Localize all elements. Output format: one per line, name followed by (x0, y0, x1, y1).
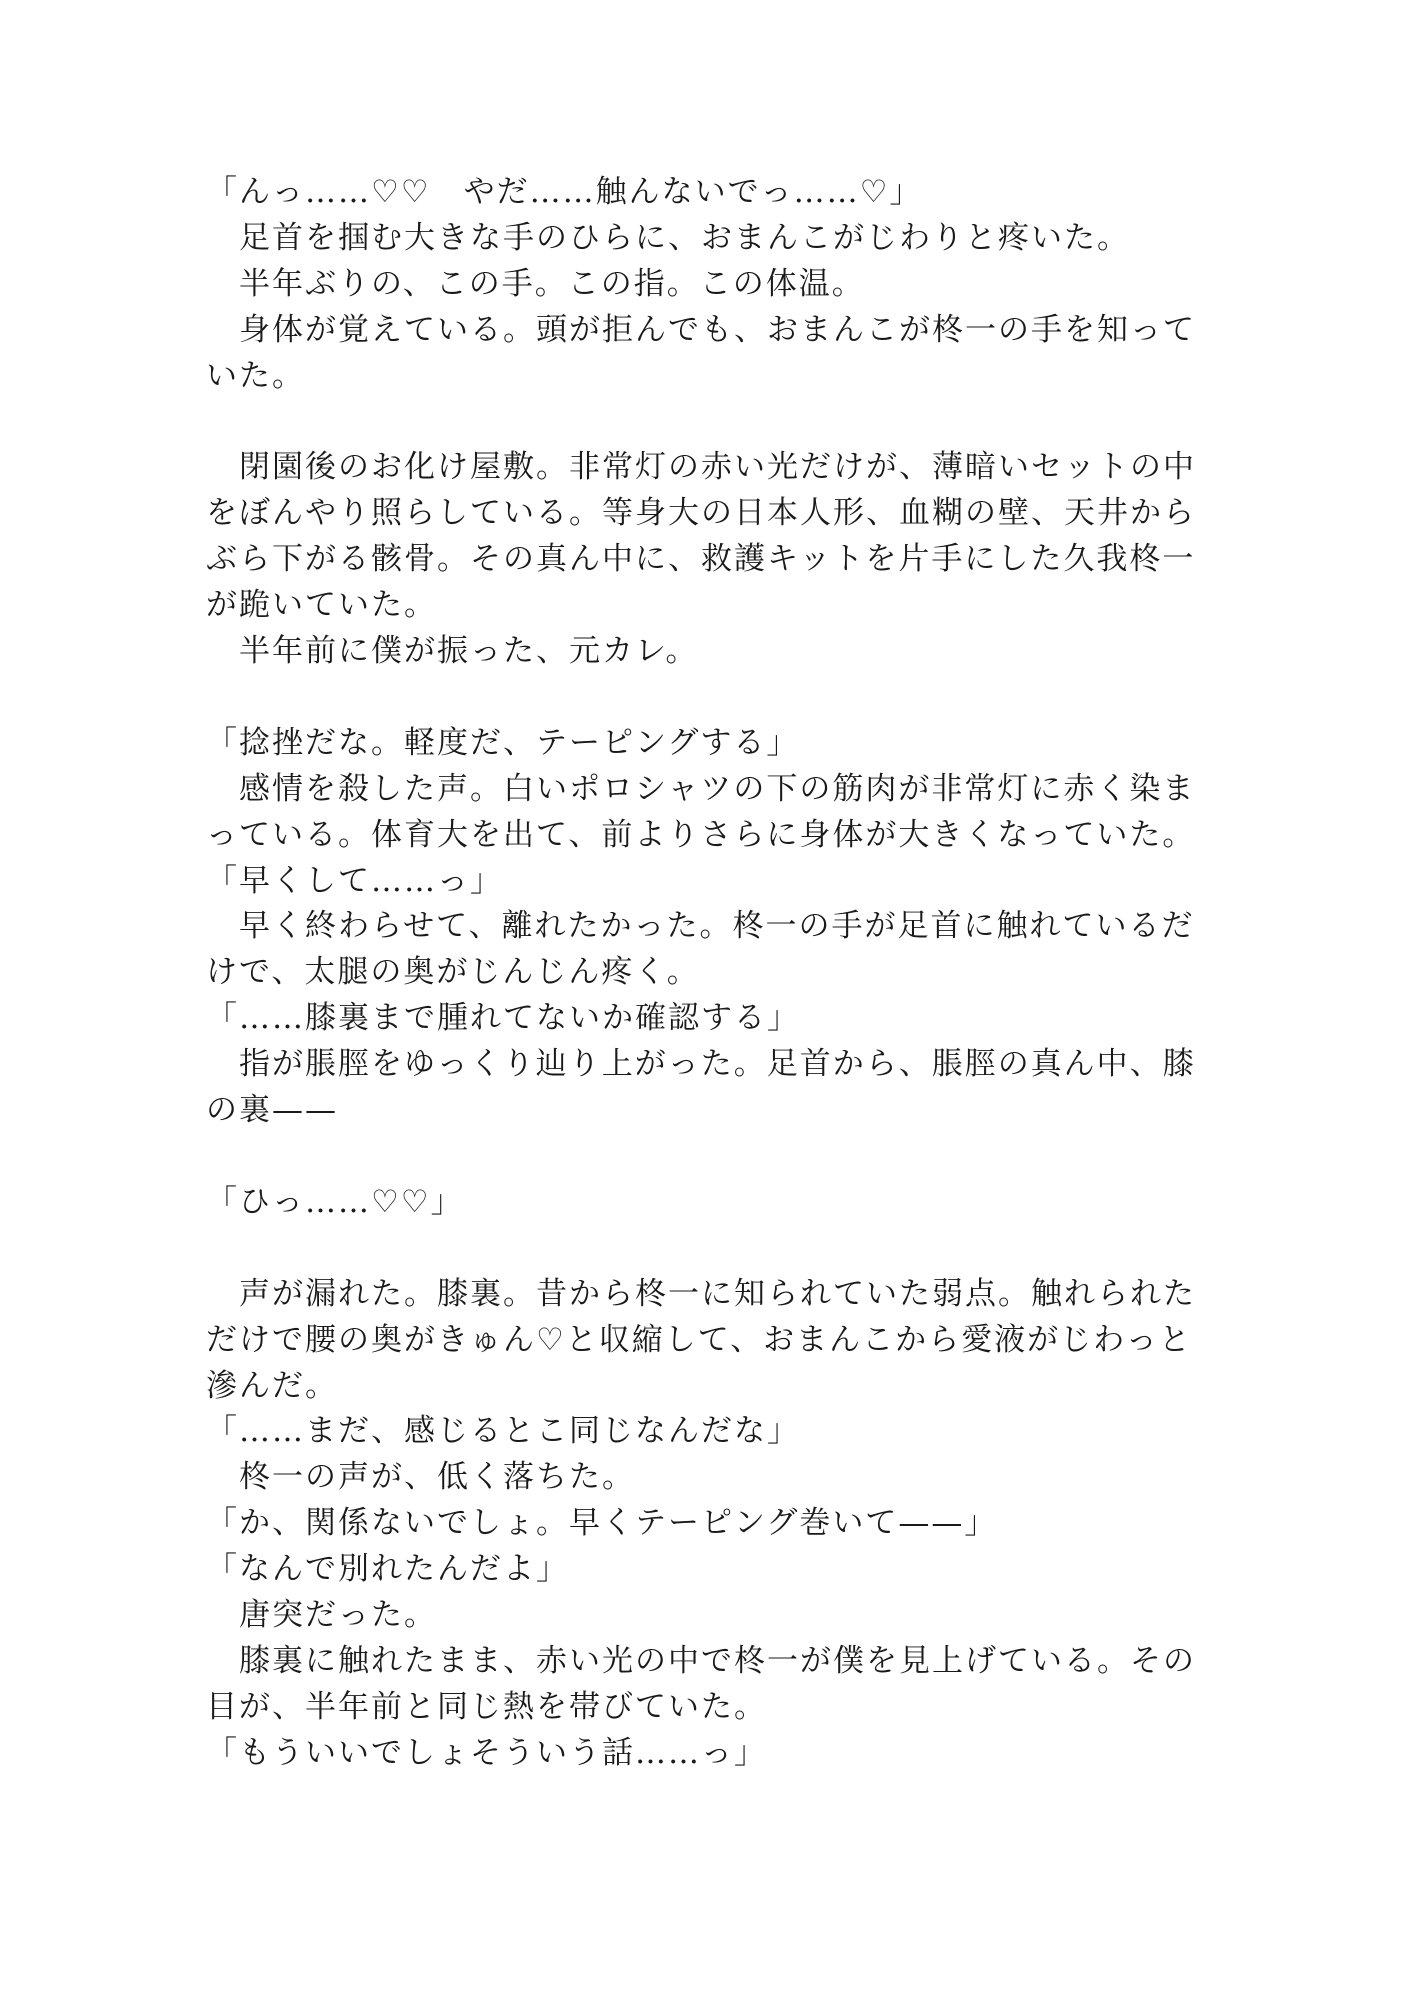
blank-line (206, 1134, 1206, 1180)
text-line: 「捻挫だな。軽度だ、テーピングする」 (206, 724, 800, 761)
text-line: 「早くして……っ」 (206, 862, 503, 899)
text-line: 閉園後のお化け屋敷。非常灯の赤い光だけが、薄暗いセットの中 (206, 449, 1196, 486)
blank-line (206, 675, 1206, 721)
text-line: 膝裏に触れたまま、赤い光の中で柊一が僕を見上げている。その (206, 1642, 1196, 1679)
text-line: 身体が覚えている。頭が拒んでも、おまんこが柊一の手を知って (206, 311, 1196, 348)
text-line: 半年前に僕が振った、元カレ。 (206, 633, 699, 670)
text-line: が跪いていた。 (206, 587, 437, 624)
text-line: 「もういいでしょそういう話……っ」 (206, 1734, 767, 1771)
text-line: っている。体育大を出て、前よりさらに身体が大きくなっていた。 (206, 816, 1196, 853)
blank-line (206, 1226, 1206, 1272)
text-line: の裏—— (206, 1092, 338, 1129)
text-line: ぶら下がる骸骨。その真ん中に、救護キットを片手にした久我柊一 (206, 541, 1196, 578)
blank-line (206, 400, 1206, 446)
text-line: 「なんで別れたんだよ」 (206, 1551, 569, 1588)
text-line: 声が漏れた。膝裏。昔から柊一に知られていた弱点。触れられた (206, 1275, 1196, 1312)
text-line: 「んっ……♡♡ やだ……触んないでっ……♡」 (206, 174, 923, 210)
novel-page-body (206, 170, 1206, 1777)
text-line: 「か、関係ないでしょ。早くテーピング巻いて——」 (206, 1505, 998, 1542)
text-line: 唐突だった。 (206, 1597, 437, 1634)
text-line: 目が、半年前と同じ熱を帯びていた。 (206, 1688, 767, 1725)
text-line: けで、太腿の奥がじんじん疼く。 (206, 954, 700, 991)
text-line: 早く終わらせて、離れたかった。柊一の手が足首に触れているだ (206, 908, 1195, 945)
text-line: 「……膝裏まで腫れてないか確認する」 (206, 1000, 800, 1037)
text-line: 「……まだ、感じるとこ同じなんだな」 (206, 1413, 800, 1450)
text-line: だけで腰の奥がきゅん♡と収縮して、おまんこから愛液がじわっと (206, 1321, 1192, 1358)
text-line: をぼんやり照らしている。等身大の日本人形、血糊の壁、天井から (206, 495, 1196, 532)
text-line: 感情を殺した声。白いポロシャツの下の筋肉が非常灯に赤く染ま (206, 770, 1196, 807)
text-line: いた。 (206, 357, 305, 394)
text-line: 半年ぶりの、この手。この指。この体温。 (206, 265, 865, 302)
text-line: 指が脹脛をゆっくり辿り上がった。足首から、脹脛の真ん中、膝 (206, 1046, 1196, 1083)
text-line: 柊一の声が、低く落ちた。 (206, 1459, 635, 1496)
text-line: 滲んだ。 (206, 1367, 338, 1404)
text-line: 足首を掴む大きな手のひらに、おまんこがじわりと疼いた。 (206, 219, 1130, 256)
text-line: 「ひっ……♡♡」 (206, 1183, 464, 1220)
